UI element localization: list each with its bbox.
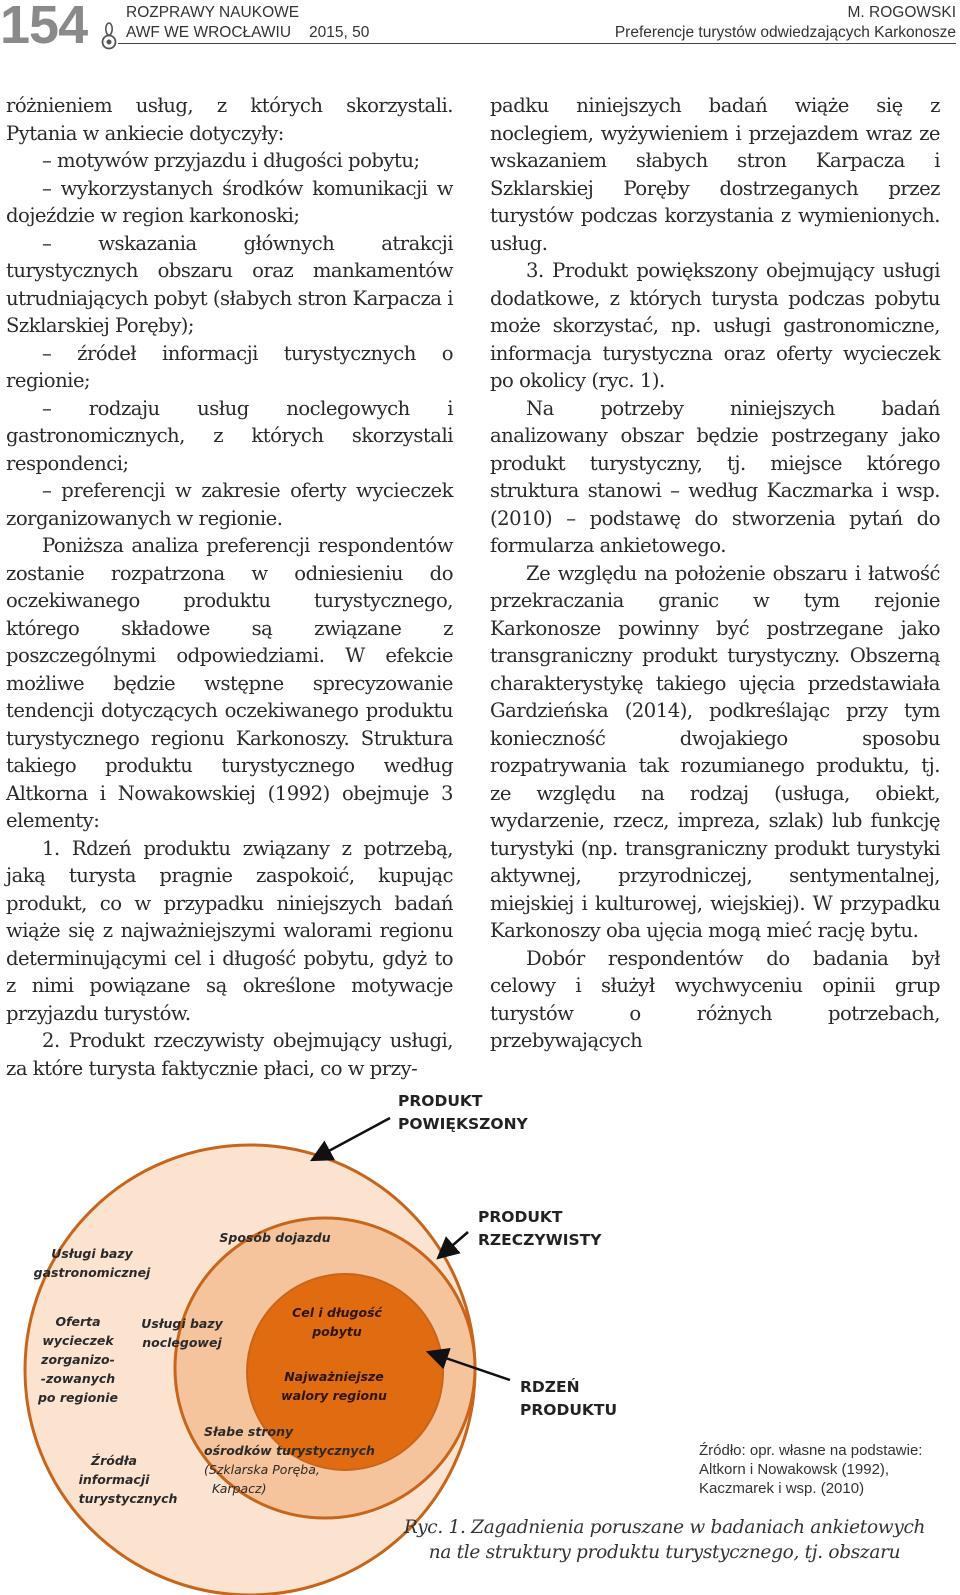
list-item: – wykorzystanych środków komunikacji w dojeździe w region karkonoski; (6, 176, 453, 227)
paragraph: Dobór respondentów do badania był celowy i służył wychwyceniu opinii grup turystów o różnych potrzebach, przebywających (490, 946, 940, 1052)
page-header (0, 0, 960, 55)
author-name: M. ROGOWSKI (847, 4, 956, 21)
label-product-augmented: PRODUKT POWIĘKSZONY (398, 1092, 528, 1133)
arrow-middle (438, 1232, 468, 1258)
outer-gastronomy-label: Usługi bazy gastronomicznej (33, 1246, 151, 1280)
list-item: – źródeł informacji turystycznych o regionie; (6, 341, 453, 392)
middle-weak-points-label: Słabe strony ośrodków turystycznych (Szklarska Poręba, Karpacz) (204, 1424, 375, 1496)
list-item: – rodzaju usług noclegowych i gastronomicznych, z których skorzystali respondenci; (6, 396, 453, 475)
list-item: – motywów przyjazdu i długości pobytu; (42, 149, 420, 172)
figure-source: Źródło: opr. własne na podstawie: Altkorn i Nowakowsk (1992), Kaczmarek i wsp. (2010) (699, 1442, 923, 1497)
middle-lodging-label: Usługi bazy noclegowej (141, 1316, 223, 1350)
label-product-actual: PRODUKT RZECZYWISTY (478, 1208, 602, 1249)
outer-info-sources-label: Źródła informacji turystycznych (78, 1453, 178, 1506)
journal-logo-icon (99, 22, 119, 50)
paragraph: padku niniejszych badań wiąże się z noclegiem, wyżywieniem i przejazdem wraz ze wskazaniem słabych stron Karpacza i Szklarskiej Poręby dostrzeganych przez turystów podczas korzystania z wymienionych. usług. (490, 94, 940, 255)
paragraph: 1. Rdzeń produktu związany z potrzebą, jaką turysta pragnie zaspokoić, kupując produkt, co w przypadku niniejszych badań wiąże się z najważniejszymi walorami regionu determinującymi cel i długość pobytu, gdyż to z nimi powiązane są określone motywacje przyjazdu turystów. (6, 836, 453, 1025)
year-issue: 2015, 50 (309, 24, 370, 41)
right-text-column (490, 92, 940, 1055)
list-item: – preferencji w zakresie oferty wycieczek zorganizowanych w regionie. (6, 479, 453, 530)
core-goal-label: Cel i długość pobytu (292, 1305, 382, 1339)
paragraph: 2. Produkt rzeczywisty obejmujący usługi, za które turysta faktycznie płaci, co w przy- (6, 1029, 453, 1080)
paragraph: Ze względu na położenie obszaru i łatwość przekraczania granic w tym rejonie Karkonosze powinny być postrzegane jako transgraniczny produkt turystyczny. Obszerną charakterystykę takiego ujęcia przedstawiała Gardzieńska (2014), podkreślając przy tym konieczność dwojakiego sposobu rozpatrywania tak rozumianego produktu, tj. ze względu na rodzaj (usługa, obiekt, wydarzenie, rzecz, impreza, szlak) lub funkcję turystyki (np. transgraniczny produkt turystyki aktywnej, przyrodniczej, sentymentalnej, miejskiej i kulturowej, wiejskiej). W przypadku Karkonoszy oba ujęcia mogą mieć rację bytu. (490, 561, 940, 942)
outer-trips-label: Oferta wycieczek zorganizo--zowanych po regionie (37, 1314, 119, 1405)
running-title: Preferencje turystów odwiedzających Karkonosze (614, 24, 956, 41)
paragraph: Poniższa analiza preferencji respondentów zostanie rozpatrzona w odniesieniu do oczekiwanego produktu turystycznego, którego składowe są związane z poszczególnymi odpowiedziami. W efekcie możliwe będzie wstępne sprecyzowanie tendencji dotyczących oczekiwanego produktu turystycznego regionu Karkonoszy. Struktura takiego produktu turystycznego według Altkorna i Nowakowskiej (1992) obejmuje 3 elementy: (6, 534, 453, 832)
paragraph: 3. Produkt powiększony obejmujący usługi dodatkowe, z których turysta podczas pobytu może skorzystać, np. usługi gastronomiczne, informacja turystyczna oraz oferty wycieczek po okolicy (ryc. 1). (490, 259, 940, 392)
list-item: – wskazania głównych atrakcji turystycznych obszaru oraz mankamentów utrudniających pobyt (słabych stron Karpacza i Szklarskiej Poręby); (6, 231, 453, 337)
figure-caption: Ryc. 1. Zagadnienia poruszane w badaniach ankietowych na tle struktury produktu turystycznego, tj. obszaru (403, 1517, 926, 1563)
middle-transport-label: Sposób dojazdu (219, 1230, 331, 1245)
paragraph: różnieniem usług, z których skorzystali. Pytania w ankiecie dotyczyły: (6, 94, 453, 145)
core-values-label: Najważniejsze walory regionu (281, 1369, 387, 1403)
label-product-core: RDZEŃ PRODUKTU (520, 1378, 618, 1419)
left-text-column (6, 92, 453, 1082)
page-number: 154 (0, 0, 88, 55)
running-head (615, 3, 956, 43)
header-rule (118, 43, 956, 44)
paragraph: Na potrzeby niniejszych badań analizowany obszar będzie postrzegany jako produkt turystyczny, tj. miejsce którego struktura stanowi – według Kaczmarka i wsp. (2010) – podstawę do stworzenia pytań do formularza ankietowego. (490, 396, 940, 557)
journal-name: ROZPRAWY NAUKOWE AWF WE WROCŁAWIU 2015, 50 (126, 4, 370, 41)
arrow-outer (312, 1118, 390, 1160)
